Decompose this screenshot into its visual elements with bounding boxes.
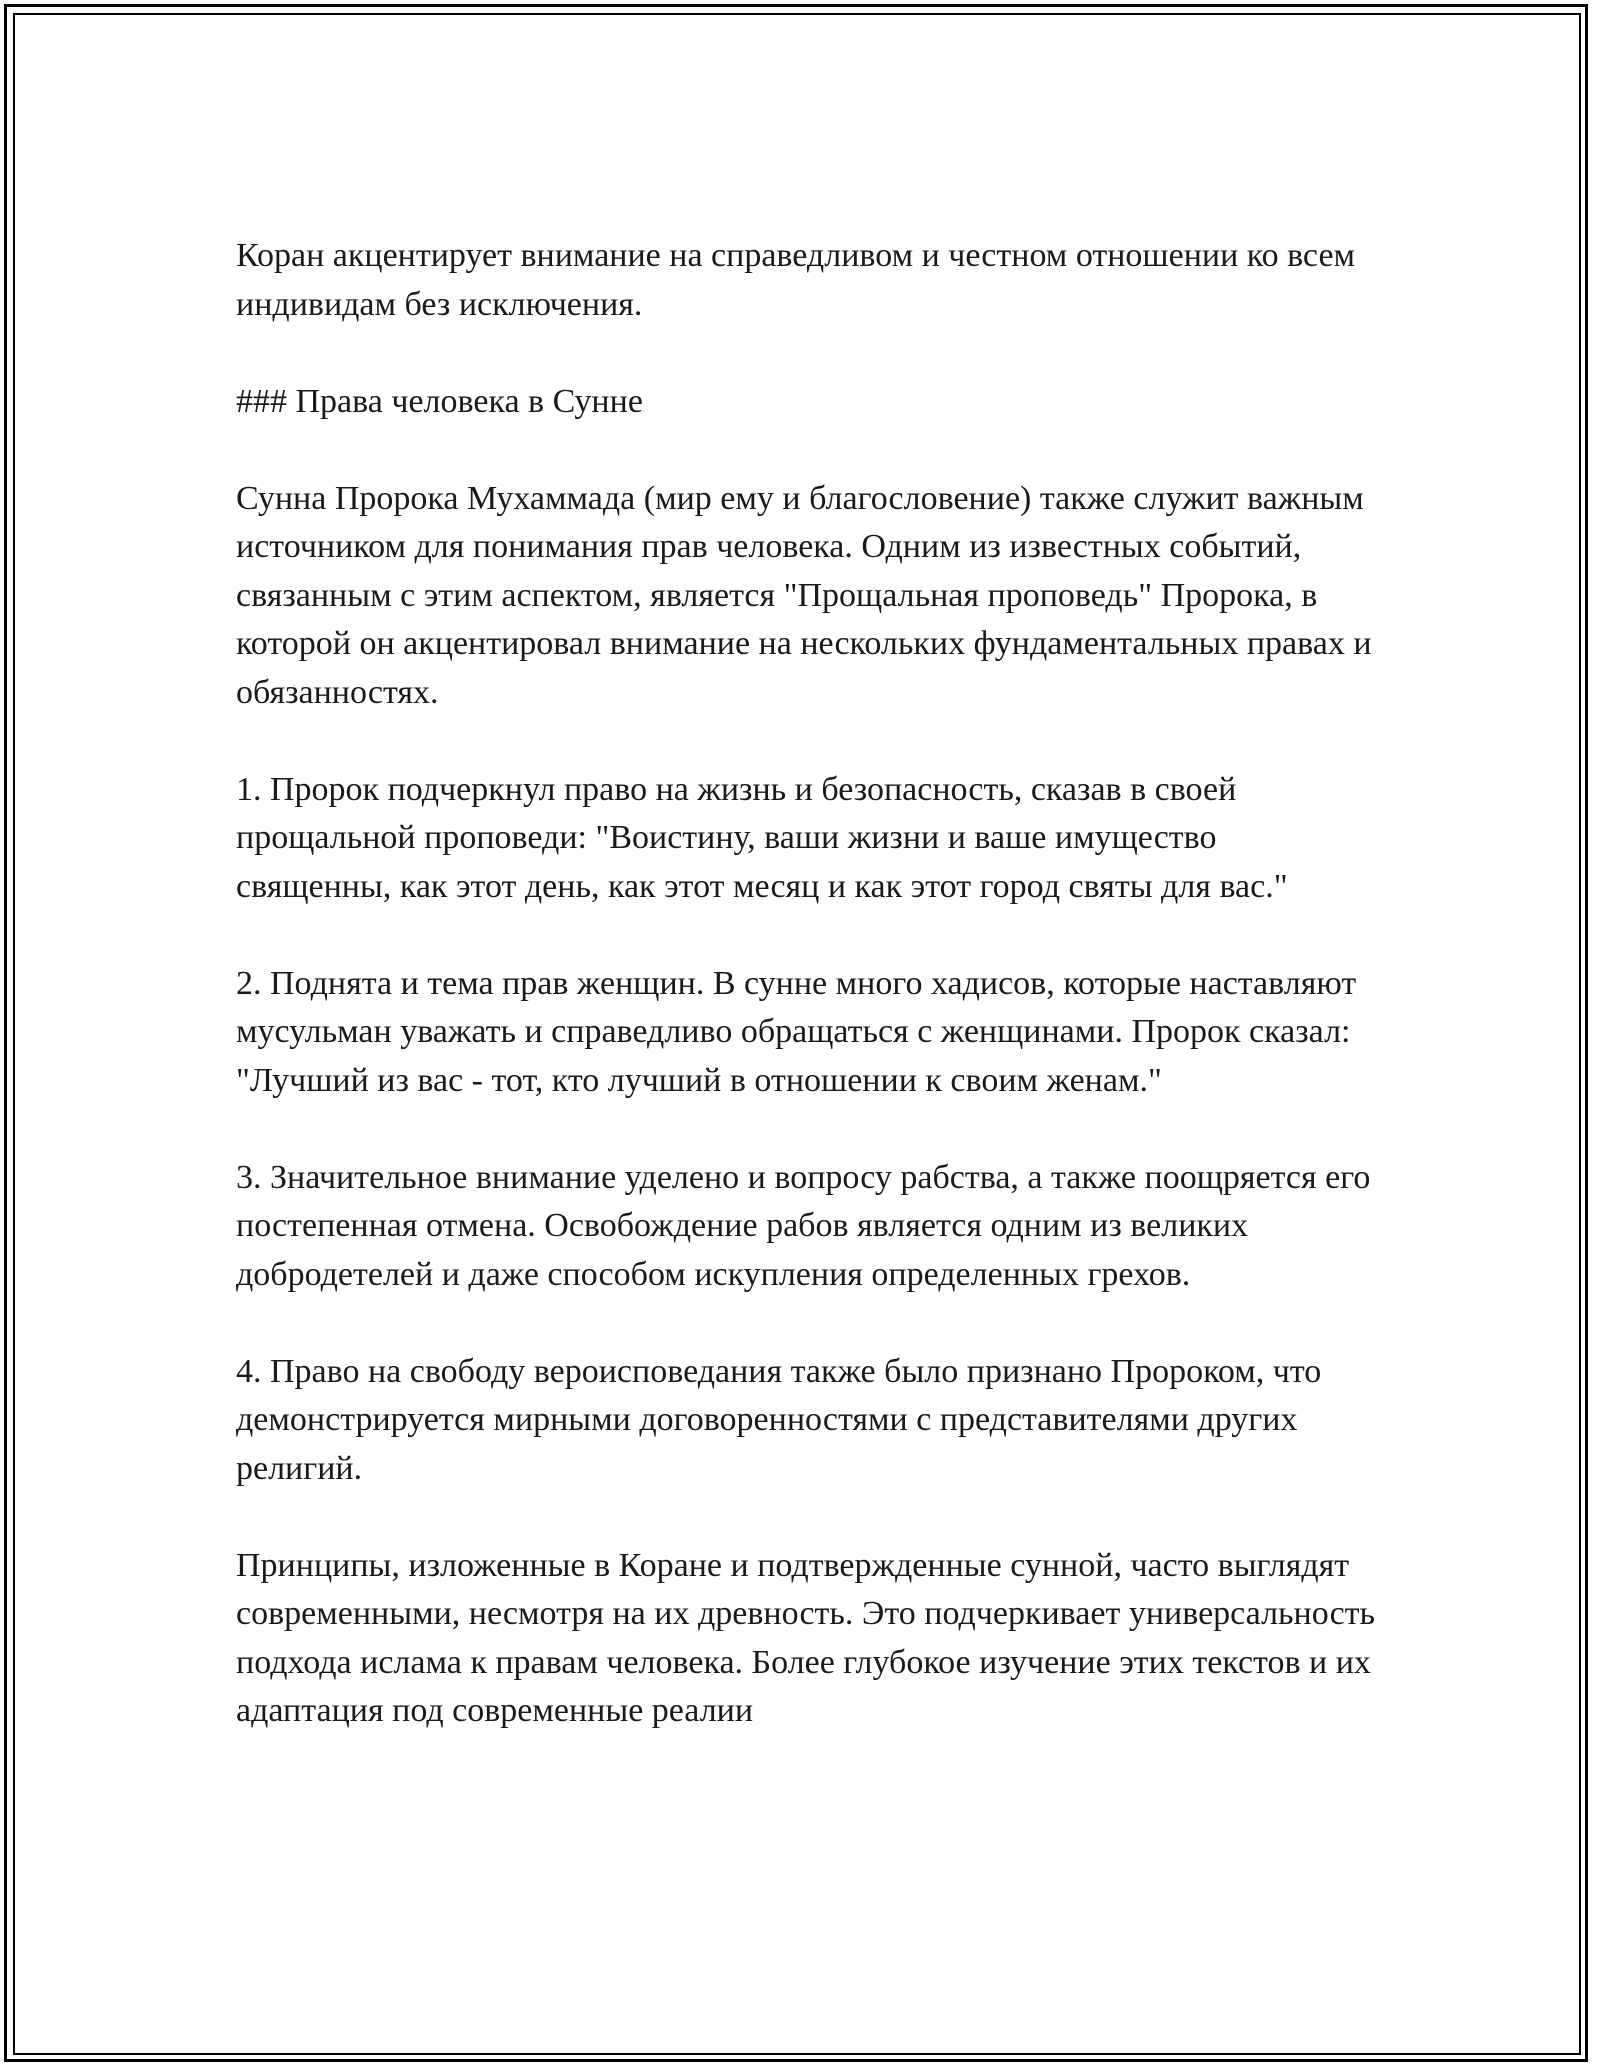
list-item-1: 1. Пророк подчеркнул право на жизнь и безопасность, сказав в своей прощальной проповеди: "Воистину, ваши жизни и ваше имущество священны, как этот день, как этот месяц и как этот город святы для вас." xyxy=(236,770,1288,905)
list-item-2: 2. Поднята и тема прав женщин. В сунне много хадисов, которые наставляют мусульман уважать и справедливо обращаться с женщинами. Пророк сказал: "Лучший из вас - тот, кто лучший в отношении к своим женам." xyxy=(236,964,1357,1099)
sunnah-paragraph: Сунна Пророка Мухаммада (мир ему и благословение) также служит важным источником для понимания прав человека. Одним из известных событий, связанным с этим аспектом, является "Прощальная проповедь" Пророка, в которой он акцентировал внимание на нескольких фундаментальных правах и обязанностях. xyxy=(236,479,1372,711)
intro-paragraph: Коран акцентирует внимание на справедливом и честном отношении ко всем индивидам без исключения. xyxy=(236,237,1356,323)
list-item-4: 4. Право на свободу вероисповедания также было признано Пророком, что демонстрируется мирными договоренностями с представителями других религий. xyxy=(236,1352,1322,1487)
list-item-3: 3. Значительное внимание уделено и вопросу рабства, а также поощряется его постепенная отмена. Освобождение рабов является одним из великих добродетелей и даже способом искупления определенных грехов. xyxy=(236,1158,1371,1293)
conclusion-paragraph: Принципы, изложенные в Коране и подтвержденные сунной, часто выглядят современными, несмотря на их древность. Это подчеркивает универсальность подхода ислама к правам человека. Более глубокое изучение этих текстов и их адаптация под современные реалии xyxy=(236,1546,1376,1729)
section-heading: ### Права человека в Сунне xyxy=(236,382,643,420)
document-body xyxy=(236,232,1376,1736)
